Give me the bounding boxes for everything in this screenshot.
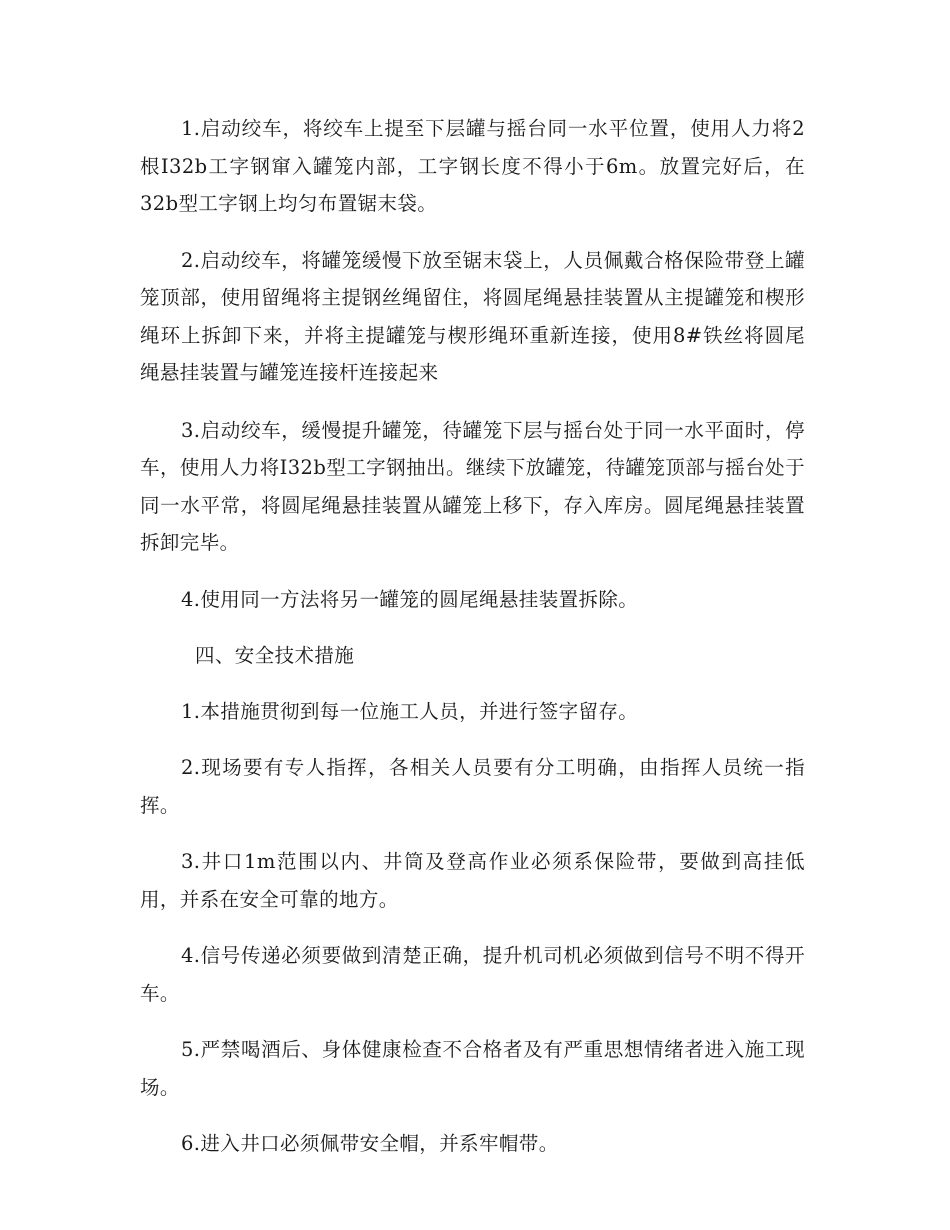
section-heading: 四、安全技术措施: [195, 644, 355, 667]
safety-measure-2: 2.现场要有专人指挥，各相关人员要有分工明确，由指挥人员统一指挥。: [140, 756, 805, 817]
procedure-step-2: 2.启动绞车，将罐笼缓慢下放至锯末袋上，人员佩戴合格保险带登上罐笼顶部，使用留绳将主提钢丝绳留住，将圆尾绳悬挂装置从主提罐笼和楔形绳环上拆卸下来，并将主提罐笼与楔形绳环重新连接，使用8#铁丝将圆尾绳悬挂装置与罐笼连接杆连接起来: [140, 248, 805, 384]
procedure-step-4: 4.使用同一方法将另一罐笼的圆尾绳悬挂装置拆除。: [181, 587, 639, 611]
safety-measure-6: 6.进入井口必须佩带安全帽，并系牢帽带。: [181, 1132, 559, 1155]
procedure-step-3: 3.启动绞车，缓慢提升罐笼，待罐笼下层与摇台处于同一水平面时，停车，使用人力将I32b型工字钢抽出。继续下放罐笼，待罐笼顶部与摇台处于同一水平常，将圆尾绳悬挂装置从罐笼上移下，存入库房。圆尾绳悬挂装置拆卸完毕。: [140, 418, 805, 554]
safety-measure-3: 3.井口1m范围以内、井筒及登高作业必须系保险带，要做到高挂低用，并系在安全可靠的地方。: [140, 850, 805, 911]
document-page: [140, 110, 805, 1163]
safety-measure-4: 4.信号传递必须要做到清楚正确，提升机司机必须做到信号不明不得开车。: [140, 944, 805, 1005]
safety-measure-1: 1.本措施贯彻到每一位施工人员，并进行签字留存。: [181, 699, 639, 723]
procedure-step-1: 1.启动绞车，将绞车上提至下层罐与摇台同一水平位置，使用人力将2根I32b工字钢窜入罐笼内部，工字钢长度不得小于6m。放置完好后，在32b型工字钢上均匀布置锯末袋。: [140, 117, 805, 215]
safety-measure-5: 5.严禁喝酒后、身体健康检查不合格者及有严重思想情绪者进入施工现场。: [140, 1038, 805, 1099]
